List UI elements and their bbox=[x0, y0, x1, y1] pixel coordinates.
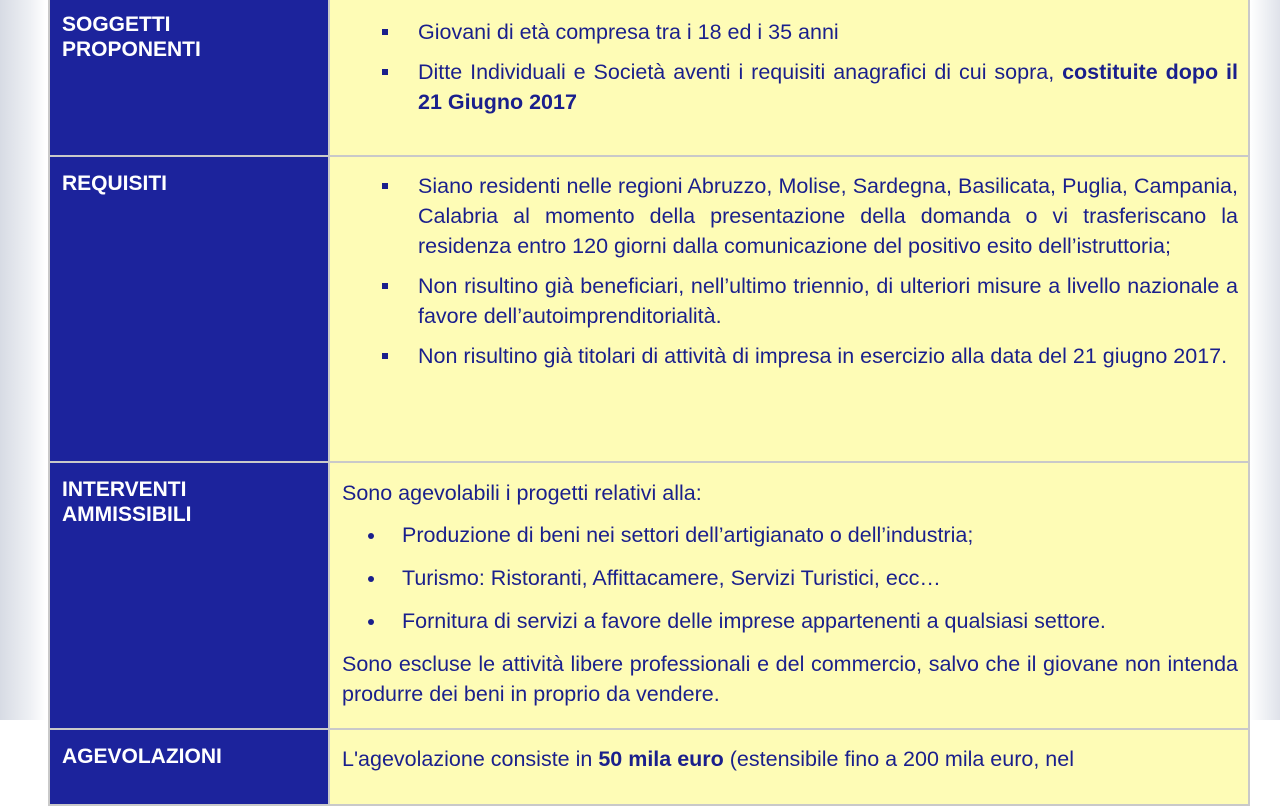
list-item-text: Giovani di età compresa tra i 18 ed i 35 anni bbox=[418, 20, 839, 44]
label-line: REQUISITI bbox=[62, 172, 168, 195]
row-content-interventi-ammissibili bbox=[329, 462, 1249, 729]
paragraph-text: L'agevolazione consiste in bbox=[342, 747, 599, 771]
label-line: PROPONENTI bbox=[62, 38, 201, 61]
table-row-requisiti bbox=[49, 156, 1249, 462]
row-content-agevolazioni bbox=[329, 729, 1249, 805]
list-item: Siano residenti nelle regioni Abruzzo, Molise, Sardegna, Basilicata, Puglia, Campania, Calabria al momento della presentazione della domanda o vi trasferiscano la residenza entro 120 giorni dalla comunicazione del positivo esito dell’istruttoria; bbox=[376, 171, 1238, 261]
list-item bbox=[376, 17, 1238, 47]
row-content-requisiti bbox=[329, 156, 1249, 462]
list-item: Non risultino già titolari di attività di impresa in esercizio alla data del 21 giugno 2017. bbox=[376, 341, 1238, 371]
list-item-bold-text: costituite dopo il 21 Giugno 2017 bbox=[418, 60, 1238, 114]
label-line: INTERVENTI bbox=[62, 478, 187, 501]
list-item-text: Ditte Individuali e Società aventi i requisiti anagrafici di cui sopra, bbox=[418, 60, 1063, 84]
row-label-soggetti-proponenti bbox=[49, 0, 329, 156]
list-item: Fornitura di servizi a favore delle imprese appartenenti a qualsiasi settore. bbox=[364, 606, 1238, 636]
info-table bbox=[48, 0, 1250, 806]
list-item: Produzione di beni nei settori dell’artigianato o dell’industria; bbox=[364, 520, 1238, 550]
bullet-list bbox=[330, 17, 1248, 117]
table-row-interventi-ammissibili bbox=[49, 462, 1249, 729]
intro-paragraph: Sono agevolabili i progetti relativi alla: bbox=[342, 481, 702, 505]
label-line: AMMISSIBILI bbox=[62, 503, 192, 526]
row-label-agevolazioni bbox=[49, 729, 329, 805]
outro-paragraph: Sono escluse le attività libere professionali e del commercio, salvo che il giovane non intenda produrre dei beni in proprio da vendere. bbox=[342, 652, 1238, 706]
bullet-list bbox=[330, 171, 1248, 371]
table-row-soggetti-proponenti bbox=[49, 0, 1249, 156]
list-item: Non risultino già beneficiari, nell’ultimo triennio, di ulteriori misure a livello nazionale a favore dell’autoimprenditorialità. bbox=[376, 271, 1238, 331]
agevolazioni-paragraph bbox=[330, 744, 1248, 774]
row-content-soggetti-proponenti bbox=[329, 0, 1249, 156]
list-item: Turismo: Ristoranti, Affittacamere, Servizi Turistici, ecc… bbox=[364, 563, 1238, 593]
label-line: AGEVOLAZIONI bbox=[62, 745, 222, 768]
table-row-agevolazioni bbox=[49, 729, 1249, 805]
paragraph-bold-text: 50 mila euro bbox=[598, 747, 724, 771]
label-line: SOGGETTI bbox=[62, 13, 171, 36]
row-label-interventi-ammissibili bbox=[49, 462, 329, 729]
dot-list bbox=[330, 520, 1248, 636]
row-label-requisiti bbox=[49, 156, 329, 462]
list-item bbox=[376, 57, 1238, 117]
paragraph-text: (estensibile fino a 200 mila euro, nel bbox=[723, 747, 1074, 771]
